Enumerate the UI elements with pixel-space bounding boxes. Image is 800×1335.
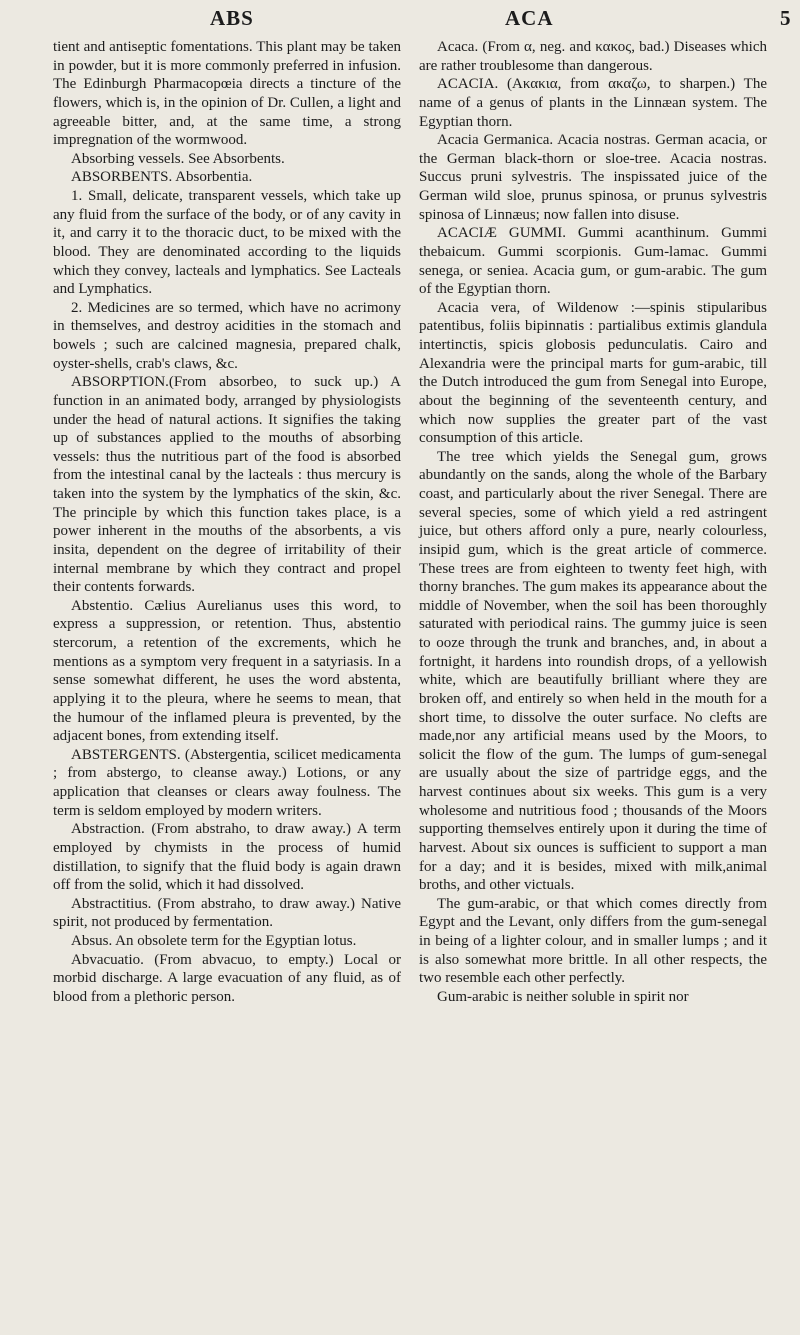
entry-paragraph: 2. Medicines are so termed, which have no acrimony in themselves, and destroy acidities in the stomach and bowels ; such are calcined magnesia, prepared chalk, oyster-shells, crab's claws, &c. [53, 299, 401, 372]
entry-paragraph: Absorbing vessels. See Absorbents. [71, 150, 285, 167]
entry-paragraph: The tree which yields the Senegal gum, grows abundantly on the sands, along the whole of the Barbary coast, and particularly about the river Senegal. There are several species, some of which yield a red astringent juice, but others afford only a pure, nearly colourless, insipid gum, which is the great article of commerce. These trees are from eighteen to twenty feet high, with thorny branches. The gum makes its appearance about the middle of November, when the soil has been thoroughly saturated with periodical rains. The gummy juice is seen to ooze through the trunk and branches, and, in about a fortnight, it hardens into roundish drops, of a yellowish white, which are beautifully brilliant where they are broken off, and entirely so when held in the mouth for a short time, to dissolve the outer surface. No clefts are made,nor any artificial means used by the Moors, to solicit the flow of the gum. The lumps of gum-senegal are usually about the size of partridge eggs, and the harvest continues about six weeks. This gum is a very wholesome and nutritious food ; thousands of the Moors supporting themselves entirely upon it during the time of harvest. About six ounces is sufficient to support a man for a day; and it is besides, mixed with milk,animal broths, and other victuals. [419, 448, 767, 894]
page-number: 5 [780, 6, 792, 30]
entry-paragraph: 1. Small, delicate, transparent vessels, which take up any fluid from the surface of the body, or of any cavity in it, and carry it to the thoracic duct, to be mixed with the blood. They are denominated according to the liquids which they convey, lacteals and lymphatics. See Lacteals and Lymphatics. [53, 188, 401, 298]
entry-paragraph: Abstentio. Cælius Aurelianus uses this word, to express a suppression, or retention. Thus, abstentio stercorum, a retention of the excrements, which he mentions as a symptom very frequent in a satyriasis. In a sense somewhat different, he uses the word abstenta, applying it to the pleura, where he seems to mean, that the humour of the inflamed pleura is prevented, by the adjacent bones, from extending itself. [53, 597, 401, 745]
entry-paragraph: ABSORBENTS. Absorbentia. [71, 169, 253, 186]
entry-paragraph: ACACIÆ GUMMI. Gummi acanthinum. Gummi thebaicum. Gummi scorpionis. Gum-lamac. Gummi senega, or seniea. Acacia gum, or gum-arabic. The gum of the Egyptian thorn. [419, 225, 767, 298]
left-column [53, 38, 401, 1007]
entry-paragraph: ABSORPTION.(From absorbeo, to suck up.) A function in an animated body, arranged by physiologists under the head of natural actions. It signifies the taking up of substances applied to the mouths of absorbing vessels: thus the nutritious part of the food is absorbed from the intestinal canal by the lacteals : thus mercury is taken into the system by the lymphatics of the skin, &c. The principle by which this function takes place, is a power inherent in the mouths of the absorbents, a vis insita, dependent on the degree of irritability of their internal membrane by which they contract and propel their contents forwards. [53, 374, 401, 596]
entry-paragraph: Abvacuatio. (From abvacuo, to empty.) Local or morbid discharge. A large evacuation of any fluid, as of blood from a plethoric person. [53, 951, 401, 1005]
running-head-left: ABS [210, 6, 254, 30]
entry-paragraph: tient and antiseptic fomentations. This plant may be taken in powder, but it is more commonly preferred in infusion. The Edinburgh Pharmacopœia directs a tincture of the flowers, which is, in the opinion of Dr. Cullen, a light and agreeable bitter, and, at the same time, a strong impregnation of the wormwood. [53, 39, 401, 149]
running-head-right: ACA [505, 6, 554, 30]
entry-paragraph: ACACIA. (Ακακια, from ακαζω, to sharpen.) The name of a genus of plants in the Linnæan system. The Egyptian thorn. [419, 76, 767, 130]
entry-paragraph: Absus. An obsolete term for the Egyptian lotus. [71, 933, 357, 949]
entry-paragraph: Abstractitius. (From abstraho, to draw away.) Native spirit, not produced by fermentation. [53, 895, 401, 931]
entry-paragraph: Acacia Germanica. Acacia nostras. German acacia, or the German black-thorn or sloe-tree. Acacia nostras. Succus pruni sylvestris. The inspissated juice of the German wild sloe, prunus spinosa, or prunus sylvestris spinosa of Linnæus; now fallen into disuse. [419, 132, 767, 223]
entry-paragraph: Gum-arabic is neither soluble in spirit nor [437, 988, 689, 1005]
right-column [419, 38, 767, 1007]
entry-paragraph: ABSTERGENTS. (Abstergentia, scilicet medicamenta ; from abstergo, to cleanse away.) Lotions, or any application that cleanses or clears away foulness. The term is seldom employed by modern writers. [53, 746, 401, 819]
entry-paragraph: Acacia vera, of Wildenow :—spinis stipularibus patentibus, foliis bipinnatis : partialibus extimis glandula intertinctis, spicis globosis pedunculatis. Cairo and Alexandria were the principal marts for gum-arabic, till the Dutch introduced the gum from Senegal into Europe, about the beginning of the seventeenth century, and which now supplies the greater part of the vast consumption of this article. [419, 299, 767, 447]
entry-paragraph: Acaca. (From α, neg. and κακος, bad.) Diseases which are rather troublesome than dangerous. [419, 39, 767, 74]
entry-paragraph: The gum-arabic, or that which comes directly from Egypt and the Levant, only differs from the gum-senegal in being of a lighter colour, and in smaller lumps ; and it is also somewhat more brittle. In all other respects, the two resemble each other perfectly. [419, 895, 767, 987]
entry-paragraph: Abstraction. (From abstraho, to draw away.) A term employed by chymists in the process of humid distillation, to signify that the fluid body is again drawn off from the solid, which it had dissolved. [53, 821, 401, 894]
